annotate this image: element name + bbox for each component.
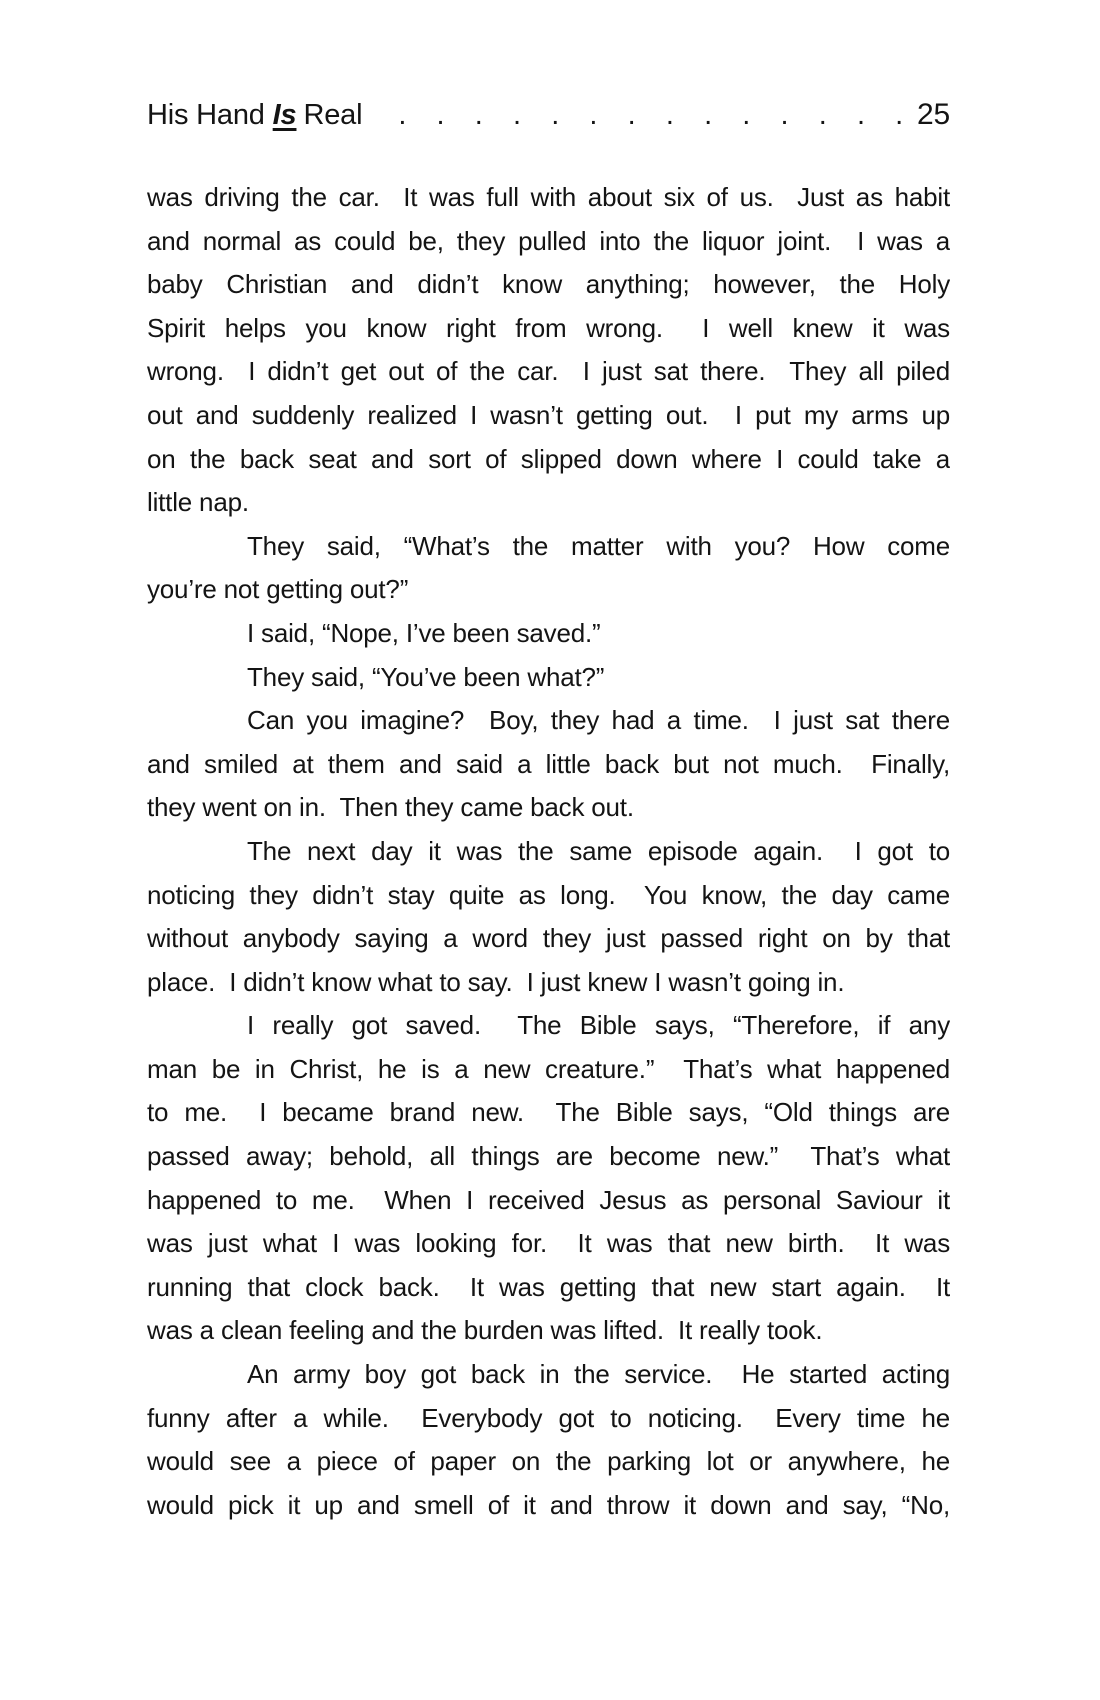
leader-dot: . xyxy=(436,99,445,131)
leader-dot: . xyxy=(474,99,483,131)
leader-dot: . xyxy=(627,99,636,131)
page-number: 25 xyxy=(917,98,950,131)
running-header xyxy=(147,98,950,132)
text-line: out and suddenly realized I wasn’t getting out. I put my arms up xyxy=(147,399,950,430)
text-line: place. I didn’t know what to say. I just knew I wasn’t going in. xyxy=(147,966,845,997)
text-line: running that clock back. It was getting that new start again. It xyxy=(147,1271,950,1302)
text-line: An army boy got back in the service. He started acting xyxy=(247,1359,950,1390)
text-line: happened to me. When I received Jesus as personal Saviour it xyxy=(147,1184,950,1215)
text-line: and normal as could be, they pulled into the liquor joint. I was a xyxy=(147,225,950,256)
running-title xyxy=(147,99,362,132)
text-line: would see a piece of paper on the parking lot or anywhere, he xyxy=(147,1446,950,1477)
text-line: They said, “You’ve been what?” xyxy=(247,661,605,692)
text-line: to me. I became brand new. The Bible says, “Old things are xyxy=(147,1097,950,1128)
leader-dot: . xyxy=(856,99,865,131)
leader-dot: . xyxy=(398,99,407,131)
running-title-emphasis: Is xyxy=(272,99,297,131)
text-line: without anybody saying a word they just passed right on by that xyxy=(147,923,950,954)
text-line: on the back seat and sort of slipped down where I could take a xyxy=(147,443,950,474)
text-line: was just what I was looking for. It was that new birth. It was xyxy=(147,1228,950,1259)
text-line: funny after a while. Everybody got to noticing. Every time he xyxy=(147,1402,950,1433)
text-line: They said, “What’s the matter with you? How come xyxy=(247,530,950,561)
text-line: little nap. xyxy=(147,487,249,518)
text-line: baby Christian and didn’t know anything; however, the Holy xyxy=(147,269,950,300)
text-line: they went on in. Then they came back out. xyxy=(147,792,634,823)
leader-dot: . xyxy=(589,99,598,131)
body-text xyxy=(147,176,950,1527)
leader-dot: . xyxy=(780,99,789,131)
running-title-post: Real xyxy=(303,99,363,131)
text-line: you’re not getting out?” xyxy=(147,574,409,605)
text-line: The next day it was the same episode again. I got to xyxy=(247,835,950,866)
leader-dot: . xyxy=(818,99,827,131)
text-line: Can you imagine? Boy, they had a time. I just sat there xyxy=(247,705,950,736)
dot-leader xyxy=(362,101,917,130)
leader-dot: . xyxy=(742,99,751,131)
text-line: I really got saved. The Bible says, “Therefore, if any xyxy=(247,1010,950,1041)
text-line: would pick it up and smell of it and throw it down and say, “No, xyxy=(147,1489,950,1520)
text-line: was a clean feeling and the burden was lifted. It really took. xyxy=(147,1315,823,1346)
leader-dot: . xyxy=(665,99,674,131)
leader-dot: . xyxy=(551,99,560,131)
text-line: wrong. I didn’t get out of the car. I just sat there. They all piled xyxy=(147,356,950,387)
text-line: man be in Christ, he is a new creature.” That’s what happened xyxy=(147,1053,950,1084)
text-line: passed away; behold, all things are become new.” That’s what xyxy=(147,1141,950,1172)
leader-dot: . xyxy=(895,99,904,131)
running-title-pre: His Hand xyxy=(147,99,265,131)
text-line: Spirit helps you know right from wrong. I well knew it was xyxy=(147,312,950,343)
text-line: was driving the car. It was full with about six of us. Just as habit xyxy=(147,182,950,212)
leader-dot: . xyxy=(704,99,712,131)
text-line: noticing they didn’t stay quite as long. You know, the day came xyxy=(147,879,950,910)
leader-dot: . xyxy=(512,99,521,131)
text-line: and smiled at them and said a little back but not much. Finally, xyxy=(147,748,950,779)
text-line: I said, “Nope, I’ve been saved.” xyxy=(247,617,601,648)
